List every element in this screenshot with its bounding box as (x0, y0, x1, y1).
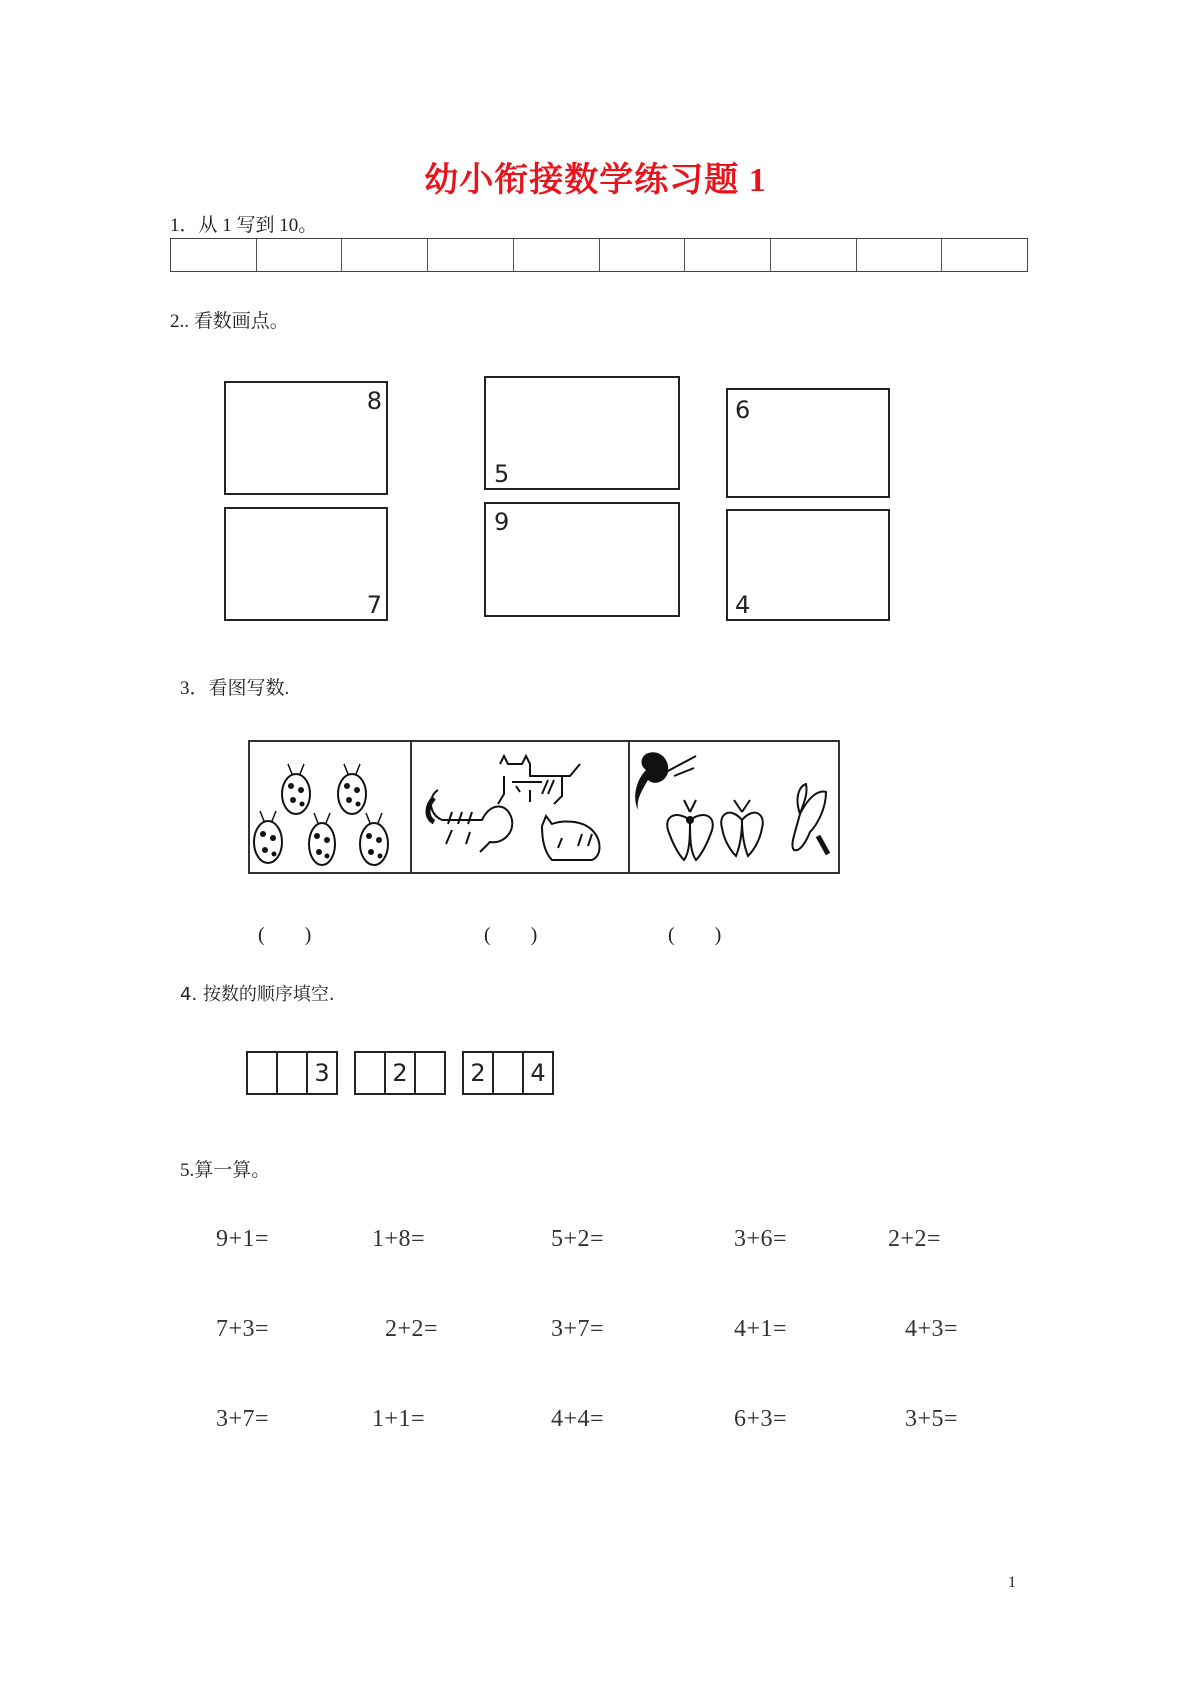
sequence-cell[interactable] (416, 1053, 444, 1093)
answer-cell[interactable] (857, 239, 943, 271)
write-1-to-10-grid (170, 238, 1028, 272)
equation: 6+3= (734, 1406, 788, 1432)
question-1-label: 1．从 1 写到 10。 (170, 215, 318, 236)
box-number: 4 (735, 591, 751, 619)
sequence-cell: 4 (530, 1059, 546, 1087)
sequence-cell: 3 (314, 1059, 330, 1087)
equation: 4+3= (905, 1316, 959, 1342)
ladybug-panel (250, 742, 412, 872)
ladybug-icon (250, 742, 410, 872)
answer-cell[interactable] (342, 239, 428, 271)
box-number: 5 (494, 460, 510, 488)
equation: 3+7= (216, 1406, 270, 1432)
equation: 9+1= (216, 1226, 270, 1252)
answer-cell[interactable] (171, 239, 257, 271)
dot-box-9[interactable] (484, 502, 680, 617)
box-number: 9 (494, 508, 510, 536)
picture-strip (248, 740, 840, 874)
equation: 3+6= (734, 1226, 788, 1252)
question-4-label: 4. 按数的顺序填空. (180, 984, 335, 1005)
sequence-group-1 (246, 1051, 338, 1095)
answer-blank-butterflies[interactable]: ( ) (668, 924, 722, 946)
answer-cell[interactable] (942, 239, 1027, 271)
answer-cell[interactable] (600, 239, 686, 271)
equation: 1+8= (372, 1226, 426, 1252)
answer-blank-ladybugs[interactable]: ( ) (258, 924, 312, 946)
page-number: 1 (1008, 1574, 1016, 1591)
question-5-label: 5.算一算。 (180, 1160, 271, 1181)
page-title: 幼小衔接数学练习题 1 (424, 162, 767, 199)
dot-box-4[interactable] (726, 509, 890, 621)
equation: 4+1= (734, 1316, 788, 1342)
equation: 5+2= (551, 1226, 605, 1252)
box-number: 7 (366, 591, 382, 619)
cat-panel (412, 742, 630, 872)
sequence-cell[interactable] (494, 1053, 524, 1093)
sequence-cell[interactable] (278, 1053, 308, 1093)
equation: 4+4= (551, 1406, 605, 1432)
butterfly-icon (630, 742, 838, 872)
cat-icon (412, 742, 628, 872)
answer-cell[interactable] (257, 239, 343, 271)
butterfly-panel (630, 742, 838, 872)
box-number: 8 (366, 387, 382, 415)
dot-box-7[interactable] (224, 507, 388, 621)
equation: 1+1= (372, 1406, 426, 1432)
answer-cell[interactable] (428, 239, 514, 271)
dot-box-8[interactable] (224, 381, 388, 495)
answer-cell[interactable] (514, 239, 600, 271)
box-number: 6 (735, 396, 751, 424)
answer-cell[interactable] (685, 239, 771, 271)
sequence-cell[interactable] (248, 1053, 278, 1093)
answer-blank-cats[interactable]: ( ) (484, 924, 538, 946)
sequence-group-2 (354, 1051, 446, 1095)
sequence-group-3 (462, 1051, 554, 1095)
answer-cell[interactable] (771, 239, 857, 271)
question-3-label: 3．看图写数. (180, 678, 290, 699)
sequence-cell: 2 (386, 1053, 416, 1093)
equation: 2+2= (888, 1226, 942, 1252)
dot-box-6[interactable] (726, 388, 890, 498)
sequence-cell: 2 (464, 1053, 494, 1093)
equation: 3+5= (905, 1406, 959, 1432)
equation: 3+7= (551, 1316, 605, 1342)
equation: 2+2= (385, 1316, 439, 1342)
dot-box-5[interactable] (484, 376, 680, 490)
sequence-cell[interactable] (356, 1053, 386, 1093)
equation: 7+3= (216, 1316, 270, 1342)
question-2-label: 2.. 看数画点。 (170, 311, 289, 332)
